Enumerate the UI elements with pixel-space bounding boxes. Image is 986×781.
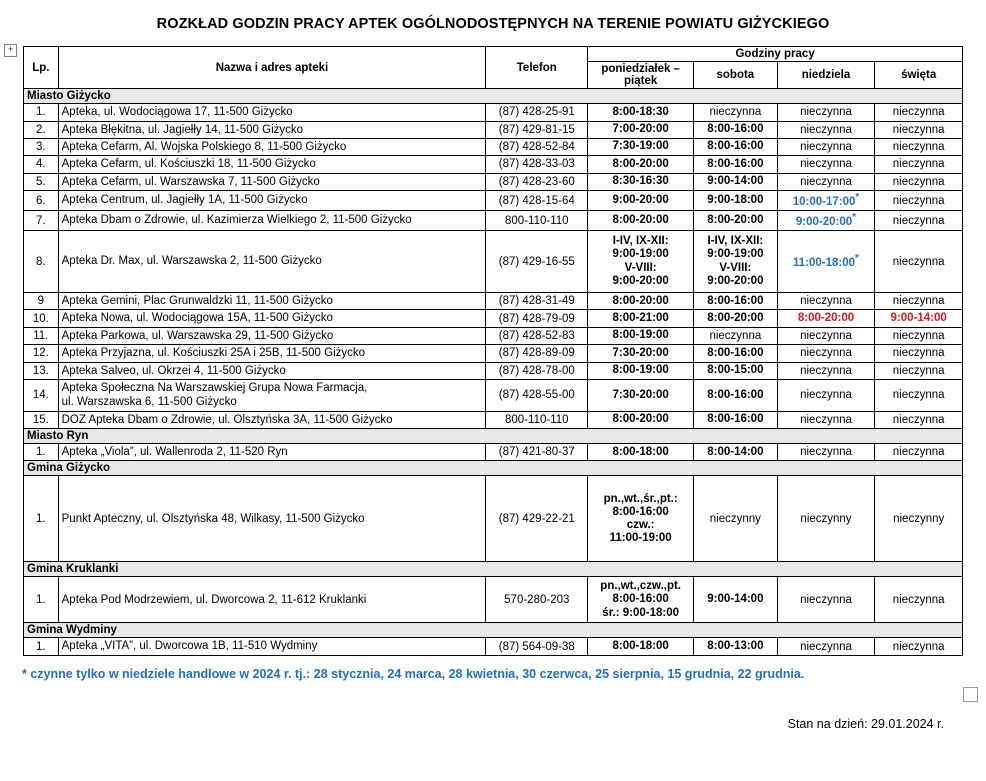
section-label: Miasto Ryn (24, 429, 963, 444)
cell-holiday: nieczynna (875, 379, 963, 411)
cell-saturday: 8:00-16:00 (694, 156, 778, 173)
pharmacy-schedule-table (23, 46, 963, 656)
cell-phone: (87) 428-52-84 (486, 138, 588, 155)
cell-weekday: 8:00-20:00 (588, 293, 694, 310)
cell-holiday: nieczynna (875, 577, 963, 623)
table-row (24, 476, 963, 562)
cell-name: Apteka Błękitna, ul. Jagiełły 14, 11-500 Giżycko (58, 121, 486, 138)
cell-phone: (87) 428-52-83 (486, 327, 588, 344)
cell-weekday: 8:00-20:00 (588, 411, 694, 428)
cell-holiday: nieczynna (875, 345, 963, 362)
section-row (24, 562, 963, 577)
section-row (24, 461, 963, 476)
cell-weekday: I-IV, IX-XII: 9:00-19:00 V-VIII: 9:00-20:00 (588, 231, 694, 293)
cell-saturday: 9:00-18:00 (694, 191, 778, 211)
cell-phone: (87) 429-81-15 (486, 121, 588, 138)
cell-saturday: 8:00-15:00 (694, 362, 778, 379)
cell-lp: 13. (24, 362, 59, 379)
cell-name: Apteka Pod Modrzewiem, ul. Dworcowa 2, 11-612 Kruklanki (58, 577, 486, 623)
table-header (24, 47, 963, 89)
header-lp: Lp. (24, 47, 59, 89)
cell-saturday: 8:00-16:00 (694, 293, 778, 310)
cell-holiday: nieczynna (875, 191, 963, 211)
cell-holiday: nieczynna (875, 156, 963, 173)
cell-phone: (87) 428-55-00 (486, 379, 588, 411)
table-row (24, 411, 963, 428)
cell-name: DOZ Apteka Dbam o Zdrowie, ul. Olsztyńska 3A, 11-500 Giżycko (58, 411, 486, 428)
cell-holiday: 9:00-14:00 (875, 310, 963, 327)
cell-lp: 12. (24, 345, 59, 362)
cell-weekday: 8:00-19:00 (588, 327, 694, 344)
cell-lp: 11. (24, 327, 59, 344)
cell-lp: 10. (24, 310, 59, 327)
cell-lp: 1. (24, 476, 59, 562)
cell-lp: 5. (24, 173, 59, 190)
cell-weekday: 7:30-19:00 (588, 138, 694, 155)
cell-saturday: nieczynny (694, 476, 778, 562)
header-hours-group: Godziny pracy (588, 47, 963, 62)
cell-lp: 4. (24, 156, 59, 173)
section-row (24, 623, 963, 638)
cell-saturday: 9:00-14:00 (694, 173, 778, 190)
cell-lp: 8. (24, 231, 59, 293)
cell-saturday: 8:00-16:00 (694, 138, 778, 155)
cell-sunday: nieczynna (777, 362, 875, 379)
cell-weekday: 8:00-21:00 (588, 310, 694, 327)
cell-lp: 1. (24, 104, 59, 121)
cell-sunday: nieczynna (777, 379, 875, 411)
cell-sunday: nieczynna (777, 173, 875, 190)
cell-sunday: nieczynna (777, 156, 875, 173)
cell-weekday: 8:00-18:30 (588, 104, 694, 121)
table-body (24, 89, 963, 656)
section-label: Miasto Giżycko (24, 89, 963, 104)
cell-lp: 7. (24, 211, 59, 231)
cell-phone: (87) 421-80-37 (486, 444, 588, 461)
table-row (24, 293, 963, 310)
cell-weekday: 8:30-16:30 (588, 173, 694, 190)
header-phone: Telefon (486, 47, 588, 89)
section-row (24, 429, 963, 444)
cell-saturday: 8:00-13:00 (694, 638, 778, 655)
cell-holiday: nieczynna (875, 138, 963, 155)
cell-name: Apteka Gemini, Plac Grunwaldzki 11, 11-500 Giżycko (58, 293, 486, 310)
section-label: Gmina Giżycko (24, 461, 963, 476)
cell-name: Apteka Salveo, ul. Okrzei 4, 11-500 Giżycko (58, 362, 486, 379)
cell-name: Apteka, ul. Wodociągowa 17, 11-500 Giżycko (58, 104, 486, 121)
cell-holiday: nieczynna (875, 231, 963, 293)
section-label: Gmina Wydminy (24, 623, 963, 638)
cell-sunday: nieczynna (777, 138, 875, 155)
cell-sunday: nieczynna (777, 327, 875, 344)
cell-holiday: nieczynny (875, 476, 963, 562)
cell-lp: 1. (24, 444, 59, 461)
cell-sunday: nieczynna (777, 293, 875, 310)
header-sunday: niedziela (777, 62, 875, 89)
cell-holiday: nieczynna (875, 211, 963, 231)
cell-phone: (87) 428-33-03 (486, 156, 588, 173)
cell-holiday: nieczynna (875, 293, 963, 310)
cell-name: Apteka Przyjazna, ul. Kościuszki 25A i 25B, 11-500 Giżycko (58, 345, 486, 362)
cell-sunday: nieczynna (777, 345, 875, 362)
table-row (24, 191, 963, 211)
cell-name: Apteka Cefarm, ul. Kościuszki 18, 11-500 Giżycko (58, 156, 486, 173)
cell-phone: (87) 428-31-49 (486, 293, 588, 310)
cell-saturday: I-IV, IX-XII: 9:00-19:00 V-VIII: 9:00-20:00 (694, 231, 778, 293)
cell-sunday: nieczynna (777, 104, 875, 121)
cell-holiday: nieczynna (875, 362, 963, 379)
cell-weekday: 7:30-20:00 (588, 379, 694, 411)
cell-saturday: 8:00-14:00 (694, 444, 778, 461)
cell-name: Apteka Cefarm, Al. Wojska Polskiego 8, 11-500 Giżycko (58, 138, 486, 155)
section-row (24, 89, 963, 104)
page-title: ROZKŁAD GODZIN PRACY APTEK OGÓLNODOSTĘPNYCH NA TERENIE POWIATU GIŻYCKIEGO (156, 16, 830, 32)
table-row (24, 231, 963, 293)
cell-name: Apteka Nowa, ul. Wodociągowa 15A, 11-500 Giżycko (58, 310, 486, 327)
table-row (24, 577, 963, 623)
table-row (24, 444, 963, 461)
cell-holiday: nieczynna (875, 173, 963, 190)
expand-outline-icon[interactable]: + (4, 44, 17, 57)
section-label: Gmina Kruklanki (24, 562, 963, 577)
cell-phone: (87) 429-16-55 (486, 231, 588, 293)
cell-lp: 14. (24, 379, 59, 411)
table-row (24, 310, 963, 327)
cell-lp: 9 (24, 293, 59, 310)
cell-name: Apteka Dr. Max, ul. Warszawska 2, 11-500 Giżycko (58, 231, 486, 293)
page-corner-marker (963, 687, 978, 702)
cell-weekday: 8:00-19:00 (588, 362, 694, 379)
cell-weekday: 8:00-20:00 (588, 156, 694, 173)
table-row (24, 362, 963, 379)
cell-sunday: nieczynna (777, 577, 875, 623)
cell-weekday: 7:30-20:00 (588, 345, 694, 362)
cell-holiday: nieczynna (875, 444, 963, 461)
cell-lp: 1. (24, 577, 59, 623)
cell-phone: (87) 429-22-21 (486, 476, 588, 562)
cell-phone: (87) 428-89-09 (486, 345, 588, 362)
cell-holiday: nieczynna (875, 411, 963, 428)
cell-phone: (87) 428-15-64 (486, 191, 588, 211)
cell-saturday: 8:00-16:00 (694, 121, 778, 138)
cell-sunday: nieczynny (777, 476, 875, 562)
cell-sunday: nieczynna (777, 411, 875, 428)
header-saturday: sobota (694, 62, 778, 89)
cell-weekday: 8:00-20:00 (588, 211, 694, 231)
cell-name: Apteka „Viola”, ul. Wallenroda 2, 11-520 Ryn (58, 444, 486, 461)
cell-weekday: 7:00-20:00 (588, 121, 694, 138)
as-of-date: Stan na dzień: 29.01.2024 r. (787, 716, 944, 731)
cell-holiday: nieczynna (875, 121, 963, 138)
cell-phone: (87) 428-23-60 (486, 173, 588, 190)
cell-lp: 1. (24, 638, 59, 655)
table-row (24, 156, 963, 173)
cell-sunday: 8:00-20:00 (777, 310, 875, 327)
cell-weekday: pn.,wt.,śr.,pt.: 8:00-16:00 czw.: 11:00-19:00 (588, 476, 694, 562)
cell-sunday: 9:00-20:00* (777, 211, 875, 231)
table-row (24, 379, 963, 411)
cell-phone: (87) 428-25-91 (486, 104, 588, 121)
cell-weekday: 8:00-18:00 (588, 638, 694, 655)
cell-phone: 570-280-203 (486, 577, 588, 623)
cell-name: Apteka Społeczna Na Warszawskiej Grupa Nowa Farmacja, ul. Warszawska 6, 11-500 Giżycko (58, 379, 486, 411)
cell-holiday: nieczynna (875, 104, 963, 121)
cell-holiday: nieczynna (875, 327, 963, 344)
cell-saturday: 8:00-16:00 (694, 345, 778, 362)
cell-sunday: nieczynna (777, 121, 875, 138)
cell-sunday: nieczynna (777, 444, 875, 461)
cell-name: Apteka Centrum, ul. Jagiełły 1A, 11-500 Giżycko (58, 191, 486, 211)
cell-name: Punkt Apteczny, ul. Olsztyńska 48, Wilkasy, 11-500 Giżycko (58, 476, 486, 562)
cell-lp: 15. (24, 411, 59, 428)
cell-lp: 6. (24, 191, 59, 211)
cell-phone: 800-110-110 (486, 211, 588, 231)
cell-weekday: 9:00-20:00 (588, 191, 694, 211)
cell-holiday: nieczynna (875, 638, 963, 655)
table-row (24, 121, 963, 138)
table-row (24, 173, 963, 190)
cell-name: Apteka Parkowa, ul. Warszawska 29, 11-500 Giżycko (58, 327, 486, 344)
cell-phone: (87) 428-78-00 (486, 362, 588, 379)
cell-saturday: 9:00-14:00 (694, 577, 778, 623)
cell-saturday: nieczynna (694, 104, 778, 121)
cell-saturday: nieczynna (694, 327, 778, 344)
cell-name: Apteka Dbam o Zdrowie, ul. Kazimierza Wielkiego 2, 11-500 Giżycko (58, 211, 486, 231)
table-row (24, 104, 963, 121)
cell-saturday: 8:00-20:00 (694, 310, 778, 327)
table-row (24, 138, 963, 155)
cell-lp: 2. (24, 121, 59, 138)
header-name: Nazwa i adres apteki (58, 47, 486, 89)
header-weekday: poniedziałek – piątek (588, 62, 694, 89)
cell-name: Apteka „VITA”, ul. Dworcowa 1B, 11-510 Wydminy (58, 638, 486, 655)
cell-lp: 3. (24, 138, 59, 155)
cell-saturday: 8:00-16:00 (694, 411, 778, 428)
cell-sunday: nieczynna (777, 638, 875, 655)
cell-phone: (87) 564-09-38 (486, 638, 588, 655)
cell-phone: (87) 428-79-09 (486, 310, 588, 327)
cell-phone: 800-110-110 (486, 411, 588, 428)
table-row (24, 211, 963, 231)
cell-weekday: pn.,wt.,czw.,pt. 8:00-16:00 śr.: 9:00-18:00 (588, 577, 694, 623)
cell-name: Apteka Cefarm, ul. Warszawska 7, 11-500 Giżycko (58, 173, 486, 190)
table-row (24, 345, 963, 362)
header-holiday: święta (875, 62, 963, 89)
cell-sunday: 11:00-18:00* (777, 231, 875, 293)
table-row (24, 638, 963, 655)
cell-weekday: 8:00-18:00 (588, 444, 694, 461)
table-row (24, 327, 963, 344)
cell-sunday: 10:00-17:00* (777, 191, 875, 211)
cell-saturday: 8:00-16:00 (694, 379, 778, 411)
footnote: * czynne tylko w niedziele handlowe w 2024 r. tj.: 28 stycznia, 24 marca, 28 kwietnia, 30 czerwca, 25 sierpnia, 15 grudnia, 22 grudnia. (22, 666, 805, 681)
cell-saturday: 8:00-20:00 (694, 211, 778, 231)
